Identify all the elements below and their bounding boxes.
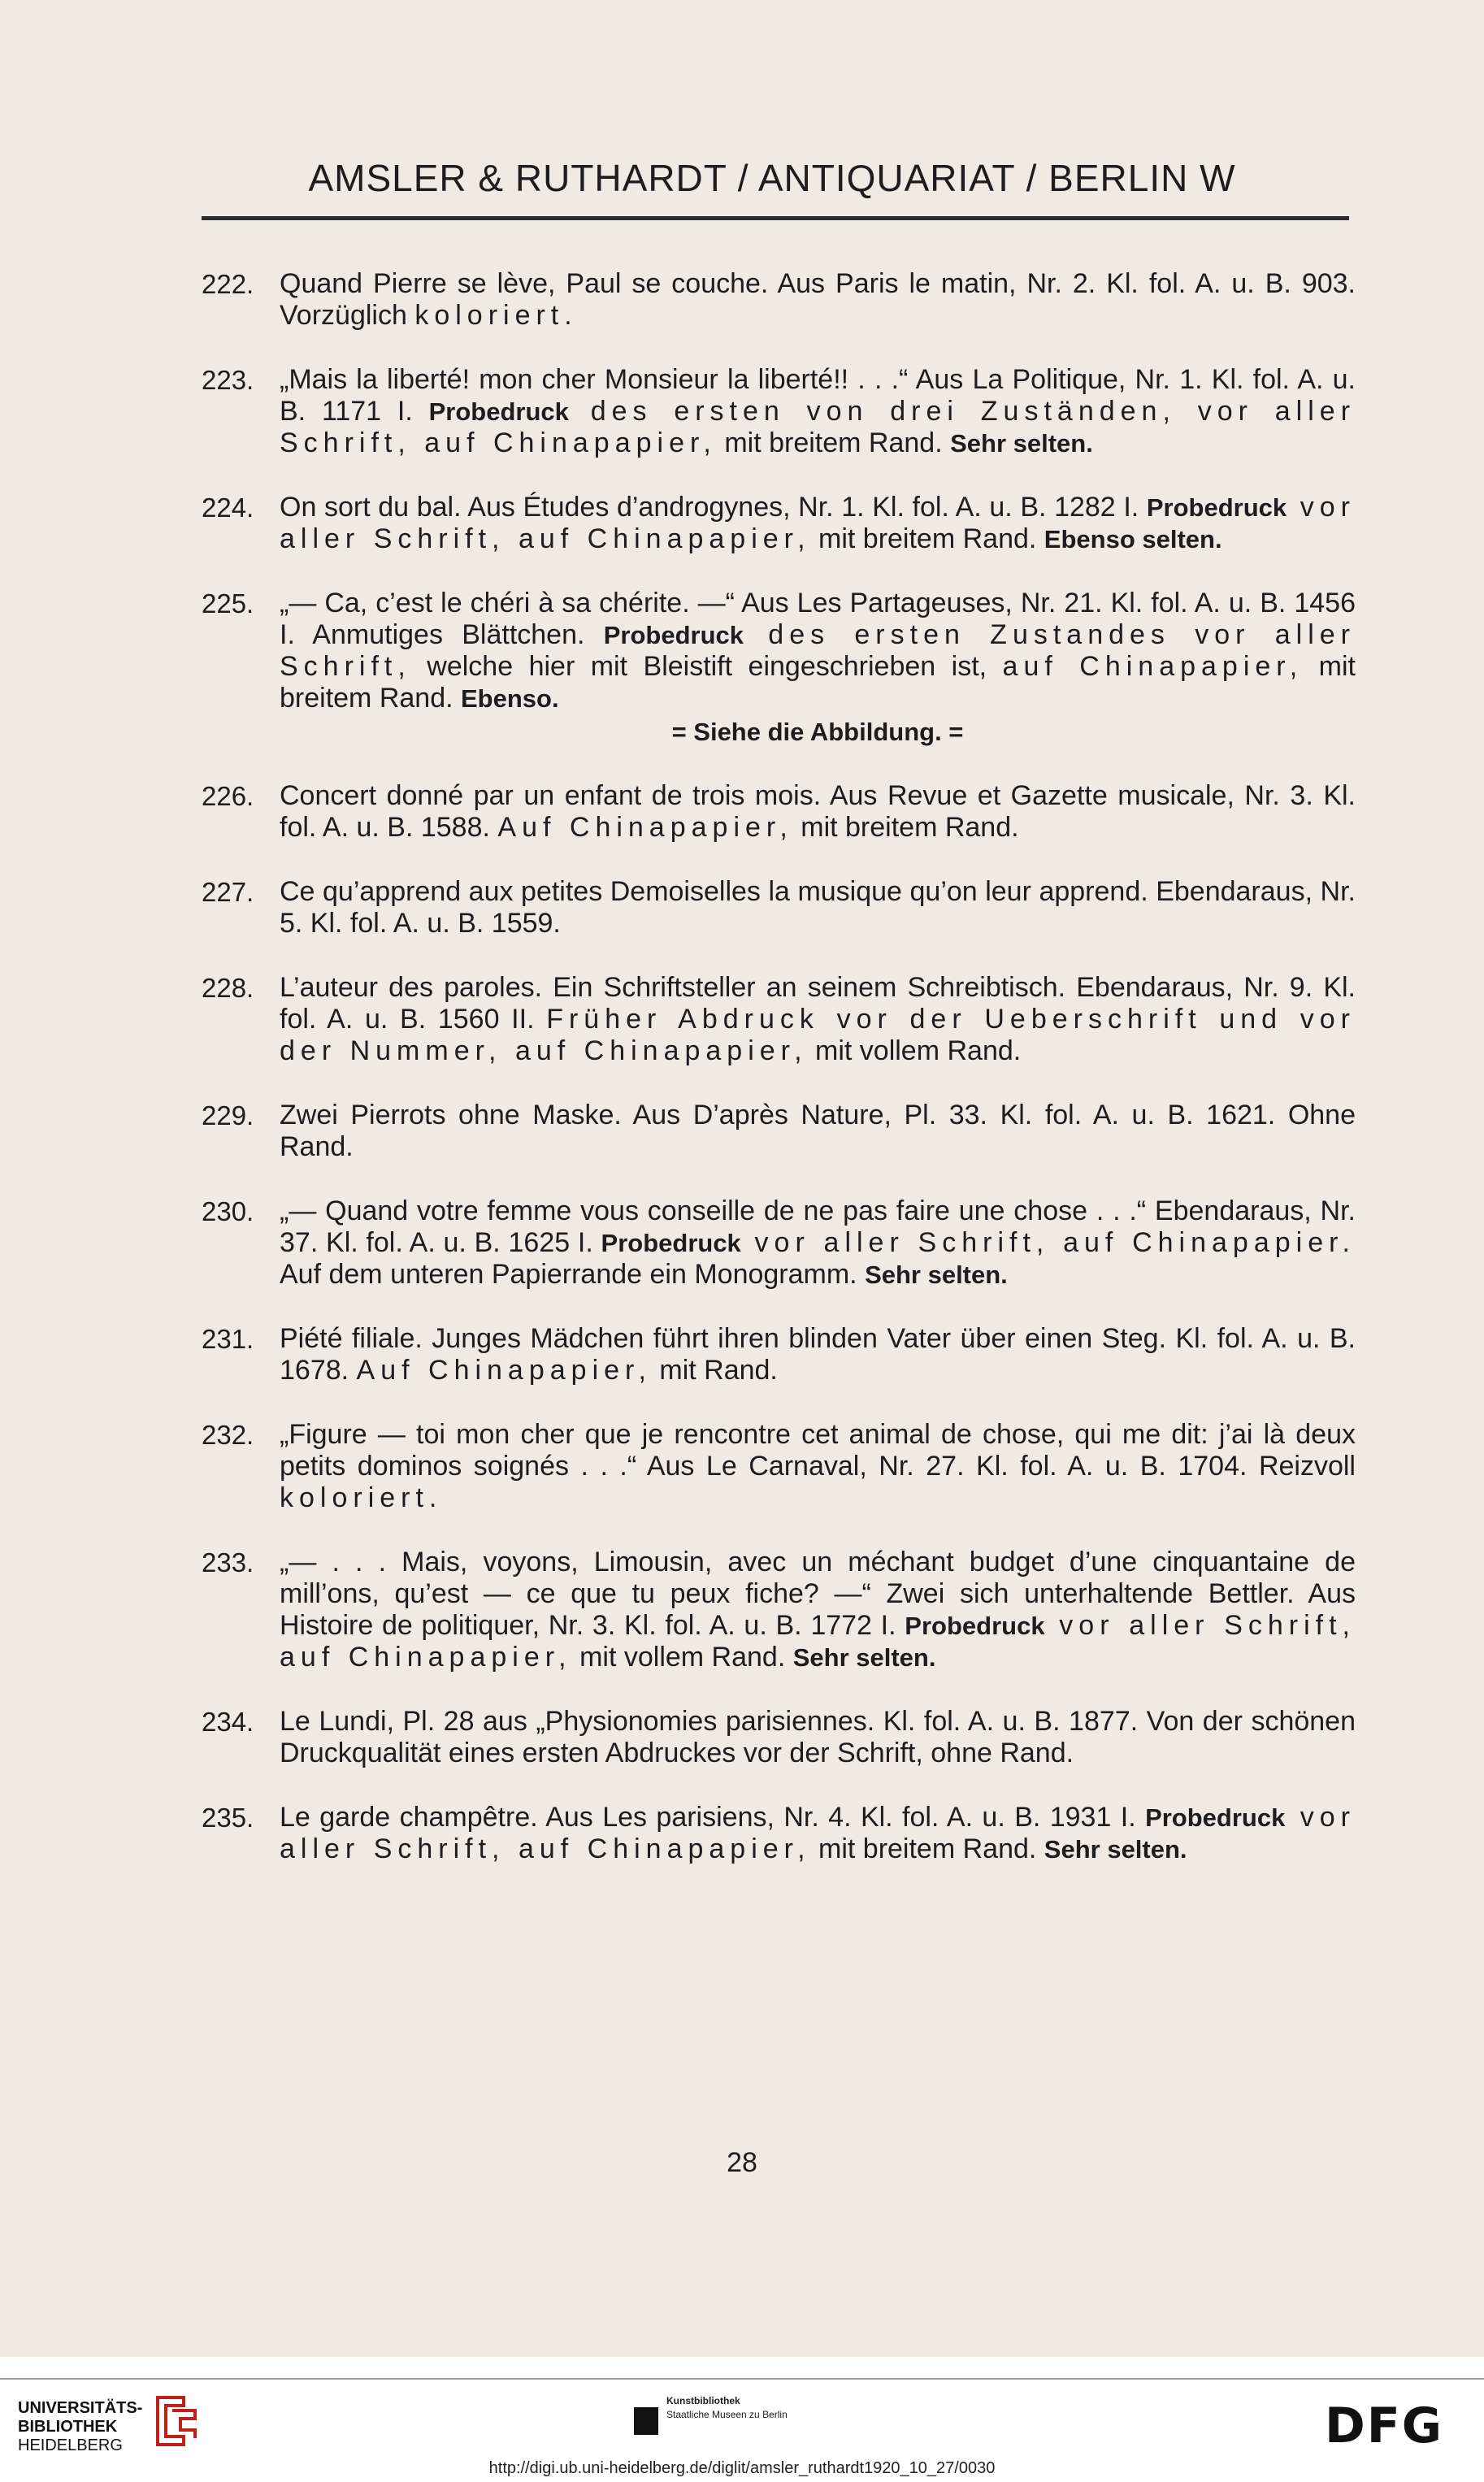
catalog-entry [202,876,1356,939]
entry-description [280,364,1356,459]
entry-text-run: mit Rand. [651,1355,778,1386]
emphasis-bold: Probedruck [905,1612,1045,1640]
entry-number: 235. [202,1803,254,1833]
entry-text-run: mit breitem Rand. [810,1833,1044,1864]
entry-text-run: Zwei Pierrots ohne Maske. Aus D’après Nature, Pl. 33. Kl. fol. A. u. B. 1621. Ohne Rand. [280,1100,1356,1162]
emphasis-bold: Sehr selten. [1044,1835,1187,1864]
entry-number: 229. [202,1100,254,1130]
entry-description [280,492,1356,555]
entry-text-run: mit breitem Rand. [280,651,1356,714]
entry-number: 228. [202,973,254,1003]
entry-text-run: Quand Pierre se lève, Paul se couche. Aus Paris le matin, Nr. 2. Kl. fol. A. u. B. 903. Vorzüglich [280,268,1356,331]
catalog-entry [202,1195,1356,1291]
entry-number: 227. [202,877,254,907]
entry-description [280,1419,1356,1514]
emphasis-spaced: auf Chinapapier, [1002,651,1304,682]
entry-text-run: „Mais la liberté! mon cher Monsieur la liberté!! . . .“ Aus La Politique, Nr. 1. Kl. fol. A. u. B. 1171 I. [280,364,1356,427]
library-line-1: UNIVERSITÄTS- [18,2399,143,2417]
kunstbibliothek-label[interactable] [666,2394,788,2422]
emphasis-bold: Probedruck [428,397,569,426]
emphasis-spaced: vor aller Schrift, auf Chinapapier, [280,1802,1356,1864]
entry-text-run: Concert donné par un enfant de trois mois. Aus Revue et Gazette musicale, Nr. 3. Kl. fol. A. u. B. 1588. [280,780,1356,843]
emphasis-spaced: vor aller Schrift, auf Chinapapier, [280,492,1356,554]
emphasis-bold: Probedruck [601,1229,741,1257]
entry-number: 234. [202,1707,254,1737]
entry-description [280,876,1356,939]
entry-number: 226. [202,781,254,811]
entry-number: 223. [202,365,254,395]
entry-description [280,1323,1356,1386]
entry-number: 232. [202,1420,254,1450]
emphasis-spaced: koloriert. [280,1482,443,1513]
catalog-entry [202,1802,1356,1865]
entry-description [280,1802,1356,1865]
emphasis-spaced: des ersten von drei Zuständen, vor aller Schrift, auf Chinapapier, [280,396,1356,458]
entry-text-run: „— Quand votre femme vous conseille de ne pas faire une chose . . .“ Ebendaraus, Nr. 37. Kl. fol. A. u. B. 1625 I. [280,1195,1356,1258]
emphasis-bold: Probedruck [603,621,744,649]
library-line-3: HEIDELBERG [18,2436,123,2454]
entry-text-run: mit vollem Rand. [807,1035,1022,1066]
entry-text-run: mit breitem Rand. [716,427,951,458]
entry-text-run: welche hier mit Bleistift eingeschrieben ist, [410,651,1003,682]
entry-text-run: Le Lundi, Pl. 28 aus „Physionomies parisiennes. Kl. fol. A. u. B. 1877. Von der schönen Druckqualität eines ersten Abdruckes vor der Schrift, ohne Rand. [280,1706,1356,1768]
ub-heidelberg-logo-icon [151,2391,200,2451]
emphasis-bold: Sehr selten. [792,1643,936,1672]
catalog-entry [202,780,1356,844]
entry-text-run: mit breitem Rand. [810,523,1044,554]
entry-description [280,780,1356,844]
footer-divider [0,2378,1484,2380]
emphasis-bold: Ebenso selten. [1044,525,1222,553]
library-line-2: BIBLIOTHEK [18,2418,118,2436]
kb-line-2: Staatliche Museen zu Berlin [666,2409,788,2420]
emphasis-bold: Probedruck [1145,1803,1286,1832]
dfg-logo[interactable]: DFG [1325,2397,1444,2454]
catalog-entry [202,1547,1356,1673]
entry-number: 222. [202,269,254,299]
entry-description [280,1100,1356,1163]
kunstbibliothek-logo-icon [634,2407,658,2435]
emphasis-spaced: Früher Abdruck vor der Ueberschrift und vor der Nummer, auf Chinapapier, [280,1004,1356,1066]
permalink-url[interactable]: http://digi.ub.uni-heidelberg.de/diglit/amsler_ruthardt1920_10_27/0030 [488,2459,996,2477]
emphasis-spaced: vor aller Schrift, auf Chinapapier, [280,1610,1356,1673]
entry-description [280,268,1356,332]
catalog-entry [202,492,1356,555]
emphasis-bold: Sehr selten. [865,1261,1008,1289]
entry-description [280,1195,1356,1291]
emphasis-spaced: koloriert. [414,300,578,331]
entry-description [280,588,1356,748]
emphasis-spaced: Auf Chinapapier, [497,812,793,843]
catalog-entry [202,588,1356,748]
catalog-entry [202,1419,1356,1514]
illustration-note: = Siehe die Abbildung. = [671,718,964,746]
entry-text-run: Piété filiale. Junges Mädchen führt ihren blinden Vater über einen Steg. Kl. fol. A. u. B. 1678. [280,1323,1356,1386]
entry-number: 224. [202,492,254,523]
entry-number: 233. [202,1547,254,1577]
entry-number: 225. [202,588,254,618]
catalog-entry [202,268,1356,332]
entry-text-run: „— . . . Mais, voyons, Limousin, avec un méchant budget d’une cinquantaine de mill’ons, qu’est — ce que tu peux fiche? —“ Zwei sich unterhaltende Bettler. Aus Histoire de politiquer, Nr. 3. Kl. fol. A. u. B. 1772 I. [280,1547,1356,1641]
catalog-entries [202,268,1356,1898]
emphasis-bold: Ebenso. [461,684,559,713]
emphasis-bold: Probedruck [1146,493,1287,522]
entry-description [280,972,1356,1067]
header-rule [202,216,1349,220]
entry-number: 230. [202,1196,254,1226]
entry-text-run: Auf dem unteren Papierrande ein Monogramm. [280,1259,866,1290]
entry-text-run: mit breitem Rand. [792,812,1019,843]
entry-text-run: mit vollem Rand. [571,1642,793,1673]
entry-text-run: Ce qu’apprend aux petites Demoiselles la musique qu’on leur apprend. Ebendaraus, Nr. 5. Kl. fol. A. u. B. 1559. [280,876,1356,939]
emphasis-spaced: vor aller Schrift, auf Chinapapier. [740,1227,1356,1258]
entry-text-run: On sort du bal. Aus Études d’androgynes, Nr. 1. Kl. fol. A. u. B. 1282 I. [280,492,1147,523]
entry-text-run: „Figure — toi mon cher que je rencontre cet animal de chose, qui me dit: j’ai là deux petits dominos soignés . . .“ Aus Le Carnaval, Nr. 27. Kl. fol. A. u. B. 1704. Reizvoll [280,1419,1356,1482]
entry-text-run: „— Ca, c’est le chéri à sa chérite. —“ Aus Les Partageuses, Nr. 21. Kl. fol. A. u. B. 1456 I. Anmutiges Blättchen. [280,588,1356,650]
catalog-entry [202,1100,1356,1163]
page-number: 28 [727,2147,757,2178]
ub-heidelberg-logo-text[interactable] [18,2399,142,2455]
emphasis-bold: Sehr selten. [950,429,1093,458]
entry-description [280,1706,1356,1769]
running-head: AMSLER & RUTHARDT / ANTIQUARIAT / BERLIN W [308,157,1236,199]
kb-line-1: Kunstbibliothek [666,2395,740,2406]
entry-text-run: Le garde champêtre. Aus Les parisiens, Nr. 4. Kl. fol. A. u. B. 1931 I. [280,1802,1146,1833]
emphasis-spaced: Auf Chinapapier, [356,1355,652,1386]
catalog-entry [202,364,1356,459]
catalog-entry [202,972,1356,1067]
catalog-entry [202,1323,1356,1386]
entry-description [280,1547,1356,1673]
entry-number: 231. [202,1324,254,1354]
emphasis-spaced: des ersten Zustandes vor aller Schrift, [280,619,1356,682]
entry-text-run: L’auteur des paroles. Ein Schriftsteller an seinem Schreibtisch. Ebendaraus, Nr. 9. Kl. fol. A. u. B. 1560 II. [280,972,1356,1035]
catalog-entry [202,1706,1356,1769]
